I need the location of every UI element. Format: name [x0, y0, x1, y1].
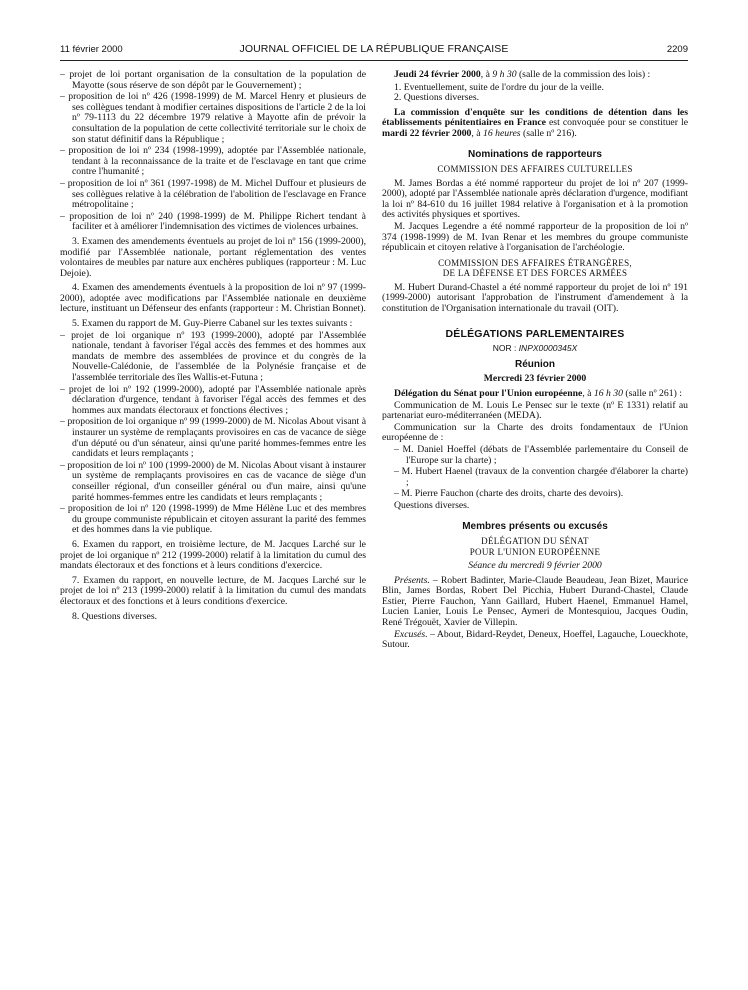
header-rule [60, 60, 688, 61]
journal-title: JOURNAL OFFICIEL DE LA RÉPUBLIQUE FRANÇAISE [239, 43, 509, 55]
heading-line: COMMISSION DES AFFAIRES ÉTRANGÈRES, [438, 257, 632, 268]
left-column [60, 70, 366, 626]
cabanel-list [60, 331, 366, 536]
page-header [60, 44, 688, 60]
list-item: – proposition de loi nº 100 (1999-2000) de M. Nicolas About visant à instaurer un système de remplaçants provisoires en cas de vacance de siège d'un conseiller régional, d'un conseiller général ou d'un maire, ainsi qu'une parité hommes-femmes entre les candidats et leurs remplaçants ; [60, 459, 366, 503]
cultural-commission-heading: COMMISSION DES AFFAIRES CULTURELLES [437, 164, 633, 175]
nor-reference [382, 343, 688, 354]
excuses-list: – About, Bidard-Reydet, Deneux, Hoeffel, Lagauche, Loueckhote, Sutour. [382, 628, 688, 651]
reunion-date: Mercredi 23 février 2000 [483, 373, 587, 385]
agenda-item-8: 8. Questions diverses. [72, 610, 158, 622]
communication-meda: Communication de M. Louis Le Pensec sur le texte (nº E 1331) relatif au partenariat euro-méditerranéen (MEDA). [382, 399, 688, 422]
text-run: , à [471, 127, 483, 139]
heading-line: POUR L'UNION EUROPÉENNE [469, 546, 601, 557]
delegation-time: 16 h 30 [593, 387, 623, 399]
members-heading: Membres présents ou excusés [462, 520, 608, 532]
jeudi-item: 2. Questions diverses. [394, 92, 480, 104]
jeudi-item: 1. Eventuellement, suite de l'ordre du jour de la veille. [394, 81, 604, 93]
presents-label: Présents. [394, 574, 430, 586]
list-item: – M. Pierre Fauchon (charte des droits, charte des devoirs). [394, 488, 624, 500]
text-run: est convoquée pour se constituer le [545, 117, 688, 129]
list-item: – projet de loi portant organisation de la consultation de la population de Mayotte (sous réserve de son dépôt par le Gouvernement) ; [60, 69, 366, 91]
foreign-affairs-heading [382, 258, 688, 279]
agenda-item-3: 3. Examen des amendements éventuels au projet de loi nº 156 (1999-2000), modifié par l'Assemblée nationale, portant réglementation des ventes volontaires de meubles par nature aux enchères publiques (rapporteur : M. Luc Dejoie). [60, 235, 366, 279]
list-item: – projet de loi organique nº 193 (1999-2000), adopté par l'Assemblée nationale, tendant à favoriser l'égal accès des femmes et des hommes aux mandats de membre des assemblées de province et du congrès de la Nouvelle-Calédonie, de l'assemblée de la Polynésie française et de l'assemblée territoriale des îles Wallis-et-Futuna ; [60, 329, 366, 384]
delegation-paragraph [382, 389, 688, 400]
delegations-heading: DÉLÉGATIONS PARLEMENTAIRES [445, 327, 625, 340]
enquete-date: mardi 22 février 2000 [382, 127, 472, 139]
jeudi-paragraph [382, 70, 688, 81]
list-item: – M. Daniel Hoeffel (débats de l'Assemblée parlementaire du Conseil de l'Europe sur la charte) ; [394, 443, 688, 466]
presents-paragraph [382, 576, 688, 629]
excuses-label: Excusés. [394, 628, 428, 640]
seance-date: Séance du mercredi 9 février 2000 [468, 560, 602, 572]
text-run: (salle nº 261) : [622, 387, 682, 399]
list-item: – proposition de loi nº 240 (1998-1999) de M. Philippe Richert tendant à faciliter et à améliorer l'indemnisation des victimes de violences urbaines. [60, 210, 366, 233]
bordas-nomination: M. James Bordas a été nommé rapporteur du projet de loi nº 207 (1999-2000), adopté par l'Assemblée nationale après déclaration d'urgence, modifiant la loi nº 84-610 du 16 juillet 1984 relative à l'organisation et à la promotion des activités physiques et sportives. [382, 177, 688, 221]
agenda-item-6: 6. Examen du rapport, en troisième lecture, de M. Jacques Larché sur le projet de loi organique nº 212 (1999-2000) relatif à la limitation du cumul des mandats électoraux et des fonctions et à leurs conditions d'exercice. [60, 538, 366, 572]
text-run: , à [582, 387, 594, 399]
text-run: (salle nº 216). [520, 127, 577, 139]
delegation-name: Délégation du Sénat pour l'Union européenne [394, 387, 583, 399]
page-number: 2209 [666, 44, 688, 55]
presents-list: – Robert Badinter, Marie-Claude Beaudeau, Jean Bizet, Maurice Blin, James Bordas, Robert Del Picchia, Hubert Durand-Chastel, Claude Estier, Pierre Fauchon, Yann Gaillard, Hubert Haenel, Emmanuel Hamel, Lucien Lanier, Louis Le Pensec, Aymeri de Montesquiou, Jacques Oudin, René Trégouët, Xavier de Villepin. [382, 574, 688, 629]
nor-label: NOR : [492, 343, 519, 354]
list-item: – proposition de loi nº 234 (1998-1999), adoptée par l'Assemblée nationale, tendant à la reconnaissance de la traite et de l'esclavage en tant que crime contre l'humanité ; [60, 145, 366, 178]
senate-delegation-heading [382, 536, 688, 557]
legendre-nomination: M. Jacques Legendre a été nommé rapporteur de la proposition de loi nº 374 (1998-1999) de M. Ivan Renar et les membres du groupe communiste républicain et citoyen relative à l'organisation de l'archéologie. [382, 221, 688, 254]
reunion-heading: Réunion [515, 358, 555, 370]
agenda-item-4: 4. Examen des amendements éventuels à la proposition de loi nº 97 (1999-2000), adoptée avec modifications par l'Assemblée nationale en deuxième lecture, instituant un Défenseur des enfants (rapporteur : M. Christian Bonnet). [60, 282, 366, 315]
list-item: – projet de loi nº 192 (1999-2000), adopté par l'Assemblée nationale après déclaration d'urgence, tendant à favoriser l'égal accès des femmes et des hommes aux mandats électoraux et fonctions électives ; [60, 383, 366, 416]
agenda-item-5: 5. Examen du rapport de M. Guy-Pierre Cabanel sur les textes suivants : [72, 318, 353, 330]
heading-line: DE LA DÉFENSE ET DES FORCES ARMÉES [442, 268, 628, 279]
jeudi-time: 9 h 30 [492, 69, 517, 80]
enquete-commission: La commission d'enquête sur les conditions de détention dans les établissements pénitentiaires en France [382, 106, 688, 129]
list-item: – proposition de loi nº 426 (1998-1999) de M. Marcel Henry et plusieurs de ses collègues tendant à modifier certaines dispositions de l'article 2 de la loi nº 79-1113 du 22 décembre 1979 relative à Mayotte afin de prévoir la consultation de la population de cette collectivité territoriale sur le choix de son statut définitif dans la République ; [60, 91, 366, 145]
mayotte-list [60, 70, 366, 233]
durand-chastel-nomination: M. Hubert Durand-Chastel a été nommé rapporteur du projet de loi nº 191 (1999-2000) autorisant l'approbation de l'instrument d'amendement à la constitution de l'Organisation internationale du travail (OIT). [382, 281, 688, 314]
heading-line: DÉLÉGATION DU SÉNAT [481, 536, 589, 547]
list-item: – proposition de loi nº 361 (1997-1998) de M. Michel Duffour et plusieurs de ses collègues relative à la célébration de l'abolition de l'esclavage en France métropolitaine ; [60, 177, 366, 211]
questions-diverses: Questions diverses. [394, 499, 470, 511]
enquete-paragraph [382, 108, 688, 140]
nominations-heading: Nominations de rapporteurs [468, 148, 602, 160]
enquete-time: 16 heures [482, 127, 521, 139]
right-column [382, 70, 688, 655]
text-run: (salle de la commission des lois) : [516, 69, 651, 80]
jeudi-date: Jeudi 24 février 2000 [394, 69, 481, 80]
text-run: , à [480, 69, 493, 80]
header-date: 11 février 2000 [60, 44, 123, 55]
list-item: – proposition de loi nº 120 (1998-1999) de Mme Hélène Luc et des membres du groupe communiste républicain et citoyen assurant la parité des femmes et des hommes dans la vie publique. [60, 503, 366, 536]
list-item: – M. Hubert Haenel (travaux de la convention chargée d'élaborer la charte) ; [394, 466, 688, 488]
list-item: – proposition de loi organique nº 99 (1999-2000) de M. Nicolas About visant à instaurer un système de remplaçants provisoires en cas de vacance de siège d'un député ou d'un sénateur, ainsi qu'une parité hommes-femmes entre les candidats et leurs remplaçants ; [60, 416, 366, 460]
excuses-paragraph [382, 630, 688, 651]
agenda-item-7: 7. Examen du rapport, en nouvelle lecture, de M. Jacques Larché sur le projet de loi nº 213 (1999-2000) relatif à la limitation du cumul des mandats électoraux et des fonctions et à leurs conditions d'exercice. [60, 574, 366, 607]
nor-code: INPX0000345X [518, 343, 578, 354]
communication-charte: Communication sur la Charte des droits fondamentaux de l'Union européenne de : [382, 421, 688, 444]
